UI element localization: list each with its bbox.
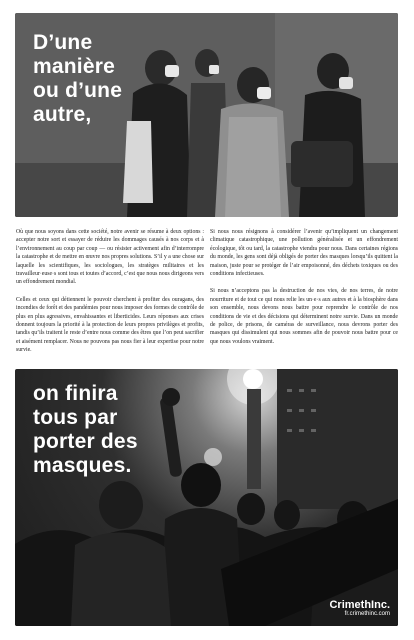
bottom-headline: on finira tous par porter des masques.: [33, 382, 138, 477]
brand-logo: [329, 599, 390, 618]
paragraph: Où que nous soyons dans cette société, notre avenir se résume à deux options : accepter notre sort et essayer de réduire les dommages causés à nos corps et à l’environnement au coup par coup — ou résister activement afin d’interrompre la catastrophe et de mettre en œuvre nos propres solutions. S’il y a une chose sur laquelle les scientifiques, les sociologues, les stratèges militaires et les travailleur·euse·s sont tous et toutes d’accord, c’est que nous nous dirigeons vers un effondrement mondial.: [16, 229, 204, 286]
article-body: [16, 228, 398, 364]
top-headline: D’une manière ou d’une autre,: [33, 31, 123, 126]
bottom-photo: [15, 369, 398, 626]
paragraph: Si nous nous résignons à considérer l’avenir qu’impliquent un changement climatique catastrophique, une pollution généralisée et un effondrement écologique, tôt ou tard, la catastrophe viendra pour nous. Dans certaines régions du monde, les gens sont déjà obligés de porter des masques lorsqu’ils quittent la maison, juste pour se protéger de l’air empoisonné, des déchets toxiques ou des conditions infectieuses.: [210, 229, 398, 278]
paragraph: Celles et ceux qui détiennent le pouvoir cherchent à profiter des ouragans, des incendies de forêt et des pandémies pour nous imposer des formes de contrôle de plus en plus agressives, envahissantes et liberticides. Leurs réponses aux crises donnent toujours la priorité à la protection de leurs propres privilèges et profits, tandis qu’ils traitent le reste d’entre nous comme des êtres que l’on peut sacrifier et aisément remplacer. Nous ne pouvons pas nous fier à leur expertise pour notre survie.: [16, 296, 204, 354]
left-column: [16, 228, 204, 364]
right-column: [210, 228, 398, 364]
paragraph: Si nous n’acceptons pas la destruction de nos vies, de nos terres, de notre nourriture et de tout ce qui nous relie les un·e·s aux autres et à la biosphère dans son ensemble, nous devons nous battre pour reprendre le contrôle de nos conditions de vie et des décisions qui déterminent notre survie. Dans un monde de police, de prisons, de caméras de surveillance, nous devrons porter des masques qui dissimulent qui nous sommes afin de pouvoir nous battre pour ce que nous voulons vraiment.: [210, 288, 398, 345]
brand-url: fr.crimethinc.com: [344, 611, 390, 617]
brand-name: CrimethInc.: [329, 599, 390, 611]
top-photo: [15, 13, 398, 217]
